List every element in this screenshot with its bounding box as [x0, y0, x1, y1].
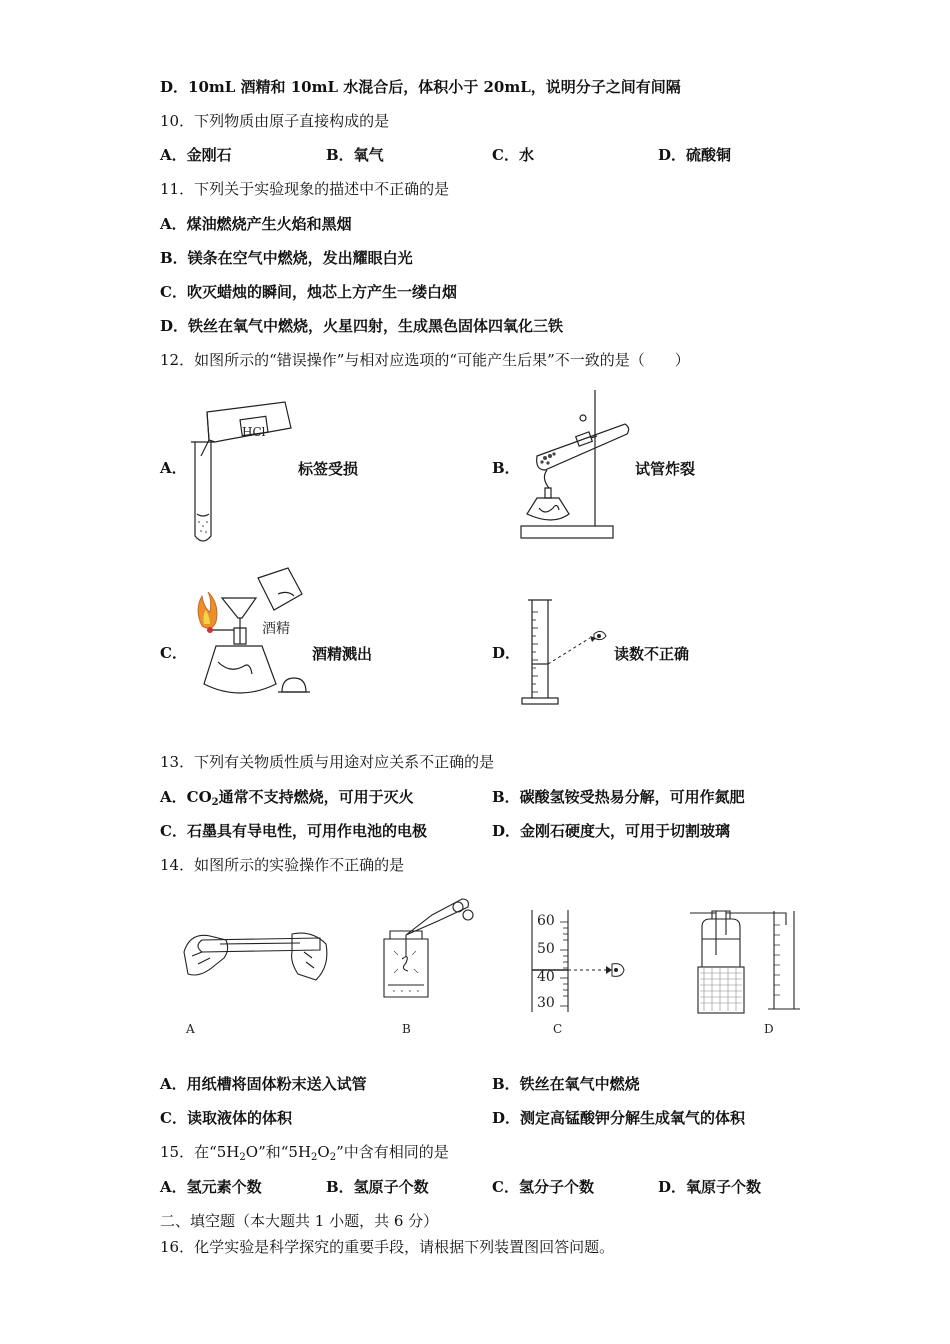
q12-caption-a: 标签受损 — [298, 460, 359, 478]
reading-cylinder-figure — [518, 598, 613, 710]
q15-stem-sub1: 2 — [239, 1152, 246, 1163]
q15-option-c: C．氢分子个数 — [492, 1178, 594, 1196]
q13-option-a-sub: 2 — [211, 797, 219, 808]
q15-option-b: B．氢原子个数 — [326, 1178, 429, 1196]
scale-30: 30 — [537, 995, 555, 1011]
q14-option-a: A．用纸槽将固体粉末送入试管 — [160, 1075, 367, 1093]
q15-stem-sub2: 2 — [311, 1152, 318, 1163]
q14-option-d: D．测定高锰酸钾分解生成氧气的体积 — [492, 1109, 746, 1127]
q11-option-a: A．煤油燃烧产生火焰和黑烟 — [160, 215, 352, 233]
heating-test-tube-figure — [515, 384, 640, 542]
iron-wire-burning-figure — [376, 893, 476, 1003]
q10-option-c: C．水 — [492, 146, 534, 164]
q16-stem: 16．化学实验是科学探究的重要手段，请根据下列装置图回答问题。 — [160, 1238, 615, 1256]
q15-option-a: A．氢元素个数 — [160, 1178, 262, 1196]
q12-letter-c: C． — [160, 644, 187, 662]
q13-option-b: B．碳酸氢铵受热易分解，可用作氮肥 — [492, 788, 745, 806]
q12-letter-b: B． — [492, 459, 520, 477]
q15-stem-mid1: O”和“5H — [245, 1143, 312, 1161]
q15-stem-suffix: ”中含有相同的是 — [336, 1143, 449, 1161]
q10-option-b: B．氧气 — [326, 146, 384, 164]
q10-option-a: A．金刚石 — [160, 146, 232, 164]
q11-option-d: D．铁丝在氧气中燃烧，火星四射，生成黑色固体四氧化三铁 — [160, 317, 564, 335]
q9-option-d: D．10mL 酒精和 10mL 水混合后，体积小于 20mL，说明分子之间有间隔 — [160, 78, 681, 96]
q13-option-d: D．金刚石硬度大，可用于切割玻璃 — [492, 822, 731, 840]
q12-caption-b: 试管炸裂 — [635, 460, 696, 478]
q14-stem: 14．如图所示的实验操作不正确的是 — [160, 856, 405, 874]
q12-caption-d: 读数不正确 — [614, 645, 690, 663]
q12-caption-c: 酒精溅出 — [312, 645, 373, 663]
q14-option-b: B．铁丝在氧气中燃烧 — [492, 1075, 640, 1093]
q15-stem — [160, 1142, 449, 1168]
scale-60: 60 — [537, 913, 555, 929]
q13-option-a — [160, 787, 414, 813]
gas-volume-apparatus-figure — [690, 905, 800, 1015]
q10-stem: 10．下列物质由原子直接构成的是 — [160, 112, 390, 130]
q11-stem: 11．下列关于实验现象的描述中不正确的是 — [160, 180, 450, 198]
pour-acid-figure — [185, 398, 295, 544]
q11-option-b: B．镁条在空气中燃烧，发出耀眼白光 — [160, 249, 413, 267]
q15-stem-prefix: 15．在“5H — [160, 1143, 240, 1161]
q10-option-d: D．硫酸铜 — [658, 146, 732, 164]
q14-option-c: C．读取液体的体积 — [160, 1109, 292, 1127]
scale-50: 50 — [537, 941, 555, 957]
q14-fig-label-d: D — [764, 1022, 774, 1036]
paper-trough-figure — [180, 922, 330, 994]
q15-stem-sub3: 2 — [329, 1152, 337, 1163]
alcohol-label: 酒精 — [262, 621, 290, 637]
hcl-label: HCl — [242, 425, 266, 439]
q12-letter-d: D． — [492, 644, 521, 662]
q13-stem: 13．下列有关物质性质与用途对应关系不正确的是 — [160, 753, 495, 771]
adding-alcohol-figure — [190, 566, 315, 712]
q12-stem: 12．如图所示的“错误操作”与相对应选项的“可能产生后果”不一致的是（ ） — [160, 351, 690, 369]
q11-option-c: C．吹灭蜡烛的瞬间，烛芯上方产生一缕白烟 — [160, 283, 457, 301]
q13-option-c: C．石墨具有导电性，可用作电池的电极 — [160, 822, 427, 840]
q15-stem-mid2: O — [317, 1143, 330, 1161]
q14-fig-label-b: B — [402, 1022, 411, 1036]
q12-letter-a: A． — [160, 459, 187, 477]
q13-option-a-suffix: 通常不支持燃烧，可用于灭火 — [218, 788, 414, 806]
q14-fig-label-a: A — [186, 1022, 195, 1036]
q13-option-a-prefix: A．CO — [160, 788, 212, 806]
q15-option-d: D．氧原子个数 — [658, 1178, 762, 1196]
q14-fig-label-c: C — [553, 1022, 563, 1036]
scale-40: 40 — [537, 969, 555, 985]
section-2-title: 二、填空题（本大题共 1 小题，共 6 分） — [160, 1212, 439, 1230]
